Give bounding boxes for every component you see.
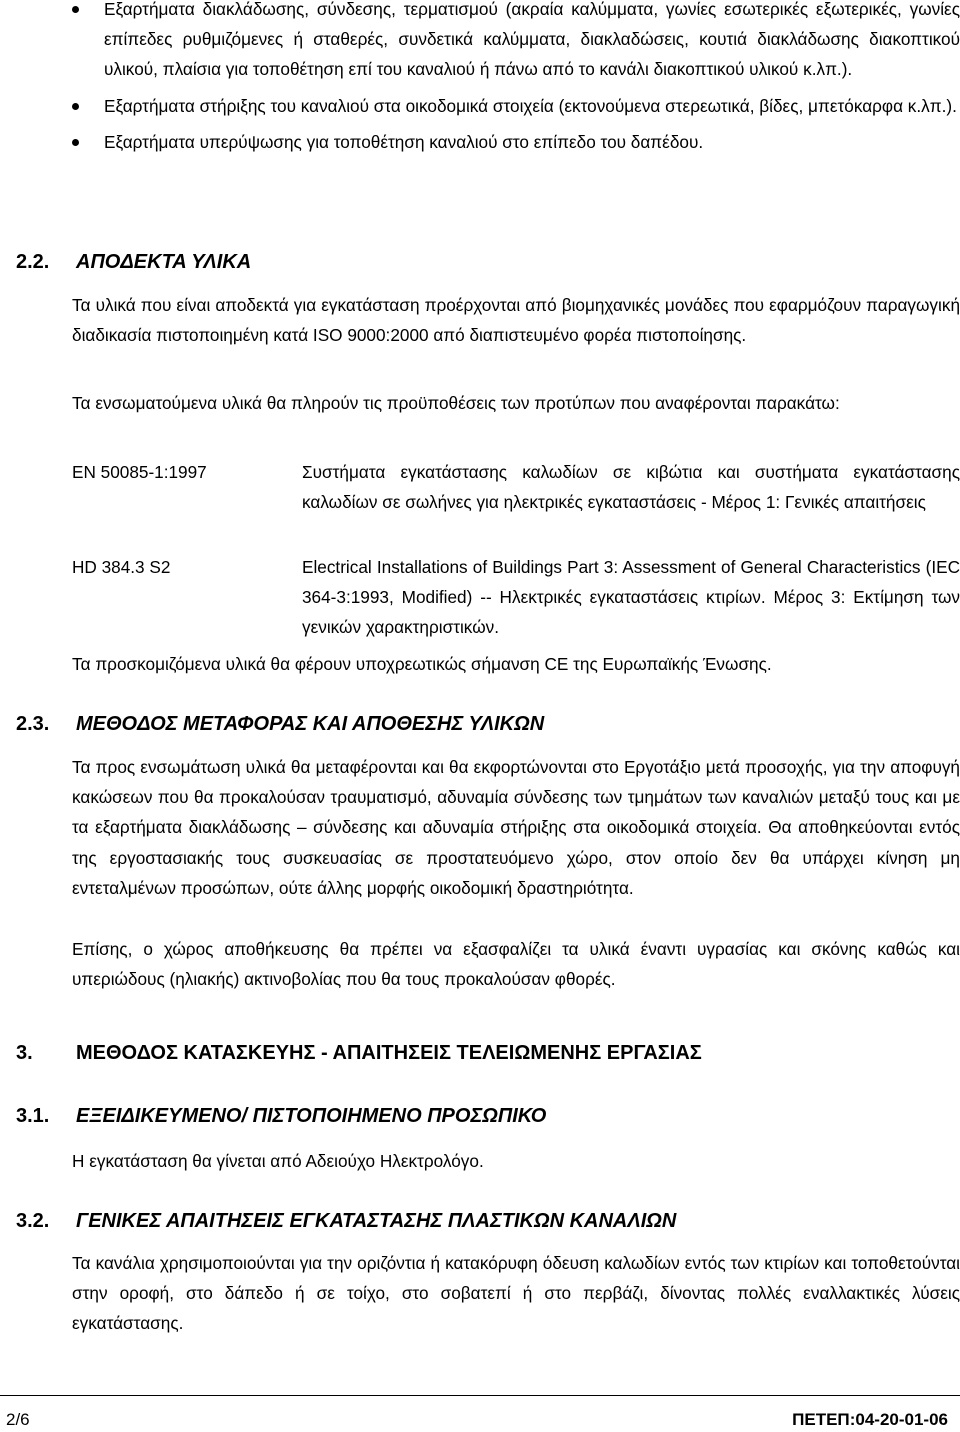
paragraph: Τα προσκομιζόμενα υλικά θα φέρουν υποχρεωτικώς σήμανση CE της Ευρωπαϊκής Ένωσης. [72,654,772,674]
bullet-icon [72,139,79,146]
bullet-item [72,91,960,121]
page-number: 2/6 [6,1410,30,1429]
section-title: ΑΠΟΔΕΚΤΑ ΥΛΙΚΑ [76,251,252,273]
standard-code: HD 384.3 S2 [72,557,171,577]
section-title: ΜΕΘΟΔΟΣ ΜΕΤΑΦΟΡΑΣ ΚΑΙ ΑΠΟΘΕΣΗΣ ΥΛΙΚΩΝ [76,713,545,735]
bullet-text: Εξαρτήματα διακλάδωσης, σύνδεσης, τερματισμού (ακραία καλύμματα, γωνίες εσωτερικές εξωτερικές, γωνίες επίπεδες ρυθμιζόμενες ή σταθερές, συνδετικά καλύμματα, διακλαδώσεις, κουτιά διακλάδωσης διακοπτικού υλικού, πλαίσια για τοποθέτηση επί του καναλιού ή πάνω από το κανάλι διακοπτικού υλικού κ.λπ.). [104,0,960,80]
bullet-text: Εξαρτήματα στήριξης του καναλιού στα οικοδομικά στοιχεία (εκτονούμενα στερεωτικά, βίδες, μπετόκαρφα κ.λπ.). [104,95,957,116]
section-number: 3.1. [16,1105,50,1127]
standard-description: Electrical Installations of Buildings Part 3: Assessment of General Characteristics (IEC 364-3:1993, Modified) -- Ηλεκτρικές εγκαταστάσεις κτιρίων. Μέρος 3: Εκτίμηση των γενικών χαρακτηριστικών. [302,557,960,638]
section-heading-3-1 [16,1105,546,1128]
standard-description: Συστήματα εγκατάστασης καλωδίων σε κιβώτια και συστήματα εγκατάστασης καλωδίων σε σωλήνες για ηλεκτρικές εγκαταστάσεις - Μέρος 1: Γενικές απαιτήσεις [302,462,960,513]
bullet-text: Εξαρτήματα υπερύψωσης για τοποθέτηση καναλιού στο επίπεδο του δαπέδου. [104,131,704,152]
section-heading-3-2 [16,1210,676,1233]
paragraph: Τα ενσωματούμενα υλικά θα πληρούν τις προϋποθέσεις των προτύπων που αναφέρονται παρακάτω: [72,393,840,413]
section-number: 3. [16,1042,33,1064]
paragraph: Η εγκατάσταση θα γίνεται από Αδειούχο Ηλεκτρολόγο. [72,1151,484,1171]
standard-code: EN 50085-1:1997 [72,462,207,482]
bullet-icon [72,6,79,13]
section-title: ΜΕΘΟΔΟΣ ΚΑΤΑΣΚΕΥΗΣ - ΑΠΑΙΤΗΣΕΙΣ ΤΕΛΕΙΩΜΕΝΗΣ ΕΡΓΑΣΙΑΣ [76,1042,702,1064]
section-number: 3.2. [16,1210,50,1232]
section-heading-2-2 [16,251,251,274]
bullet-item [72,0,960,85]
paragraph: Τα υλικά που είναι αποδεκτά για εγκατάσταση προέρχονται από βιομηχανικές μονάδες που εφαρμόζουν παραγωγική διαδικασία πιστοποιημένη κατά ISO 9000:2000 από διαπιστευμένο φορέα πιστοποίησης. [72,295,960,346]
fittings-bullet-list [72,0,960,163]
footer-divider [0,1395,960,1396]
document-code: ΠΕΤΕΠ:04-20-01-06 [792,1410,948,1429]
section-heading-3 [16,1042,702,1065]
paragraph: Τα κανάλια χρησιμοποιούνται για την οριζόντια ή κατακόρυφη όδευση καλωδίων εντός των κτιρίων και τοποθετούνται στην οροφή, στο δάπεδο ή σε τοίχο, στο σοβατεπί ή στο περβάζι, δίνοντας πολλές εναλλακτικές λύσεις εγκατάστασης. [72,1253,960,1334]
paragraph: Επίσης, ο χώρος αποθήκευσης θα πρέπει να εξασφαλίζει τα υλικά έναντι υγρασίας και σκόνης καθώς και υπεριώδους (ηλιακής) ακτινοβολίας που θα τους προκαλούσαν φθορές. [72,939,960,990]
paragraph: Τα προς ενσωμάτωση υλικά θα μεταφέρονται και θα εκφορτώνονται στο Εργοτάξιο μετά προσοχής, για την αποφυγή κακώσεων που θα προκαλούσαν τραυματισμό, αδυναμία σύνδεσης των τμημάτων των καναλιών μεταξύ τους και με τα εξαρτήματα διακλάδωσης – σύνδεσης και αδυναμία στήριξης στα οικοδομικά στοιχεία. Θα αποθηκεύονται εντός της εργοστασιακής τους συσκευασίας σε προστατευόμενο χώρο, στον οποίο δεν θα υπάρχει κίνηση μη εντεταλμένων προσώπων, ούτε άλλης μορφής οικοδομική δραστηριότητα. [72,757,960,898]
section-title: ΕΞΕΙΔΙΚΕΥΜΕΝΟ/ ΠΙΣΤΟΠΟΙΗΜΕΝΟ ΠΡΟΣΩΠΙΚΟ [76,1105,547,1127]
section-number: 2.3. [16,713,50,735]
section-heading-2-3 [16,713,544,736]
bullet-icon [72,103,79,110]
section-title: ΓΕΝΙΚΕΣ ΑΠΑΙΤΗΣΕΙΣ ΕΓΚΑΤΑΣΤΑΣΗΣ ΠΛΑΣΤΙΚΩΝ ΚΑΝΑΛΙΩΝ [76,1210,677,1232]
bullet-item [72,127,960,157]
section-number: 2.2. [16,251,50,273]
